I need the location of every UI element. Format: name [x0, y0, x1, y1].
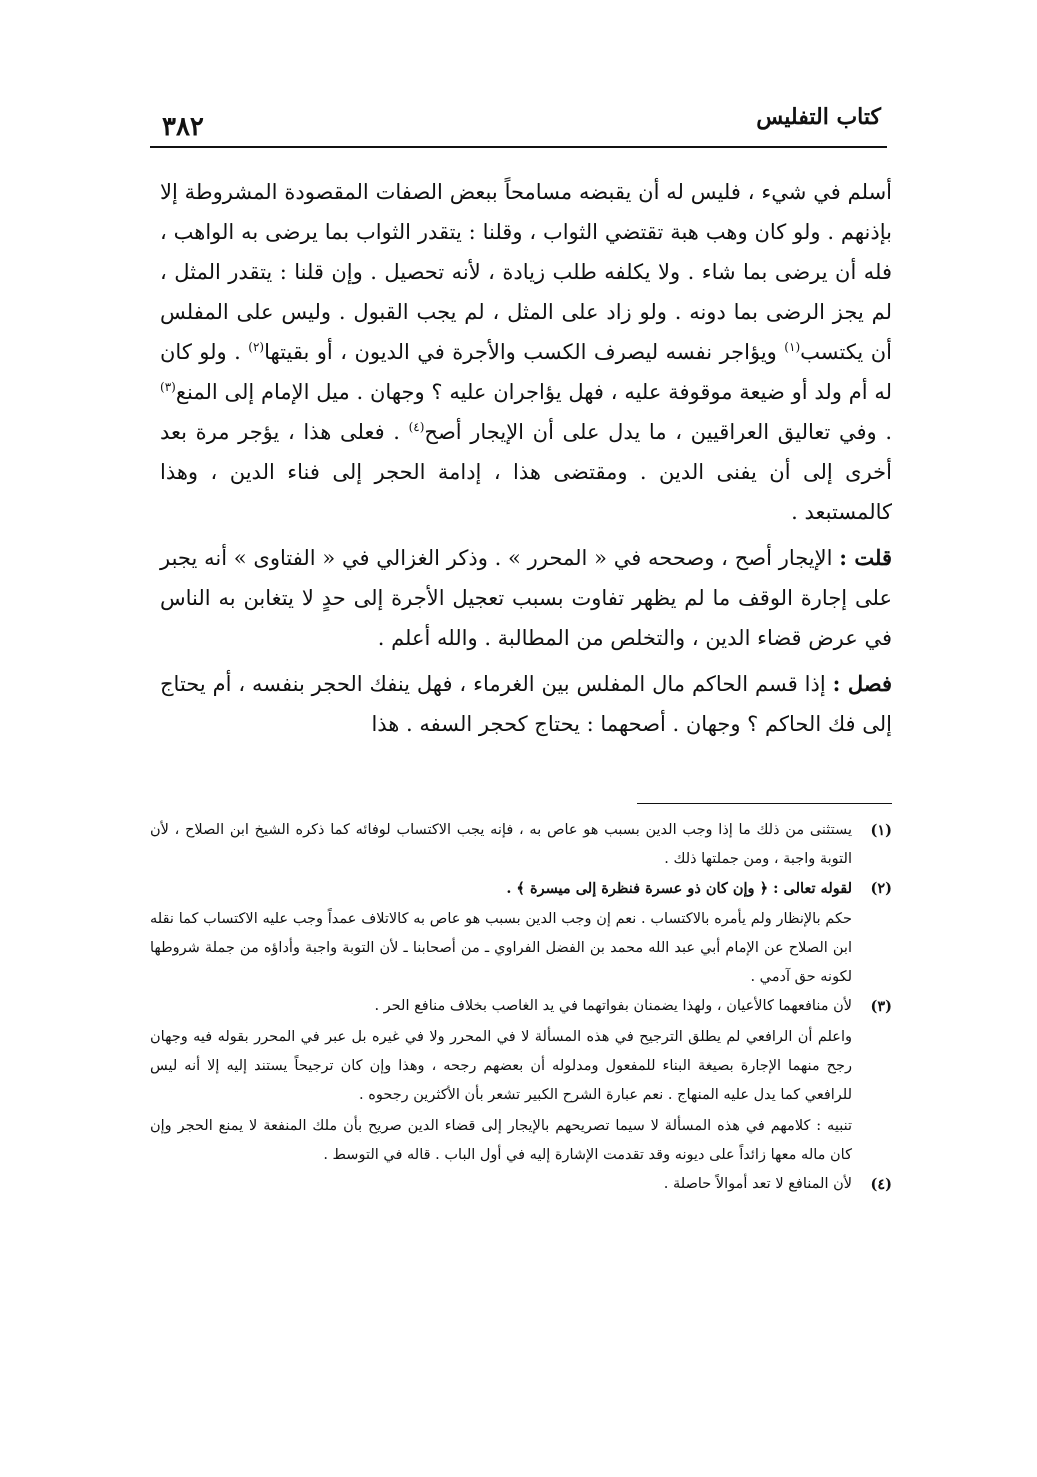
footnote-number: (٣): [870, 998, 892, 1015]
footnote-4: [150, 1170, 892, 1199]
footnote-text: حكم بالإنظار ولم يأمره بالاكتساب . نعم إن وجب الدين بسبب هو عاص به كالاتلاف عمداً وجب عليه الاكتساب كما نقله ابن الصلاح عن الإمام أبي عبد الله محمد بن الفضل الفراوي ـ من أصحابنا ـ لأن التوبة واجبة وأداؤه من جملة شروطها لكونه حق آدمي .: [150, 911, 852, 985]
footnote-2: [150, 874, 892, 992]
book-title: كتاب التفليس: [756, 104, 881, 130]
footnote-number: (٤): [870, 1176, 892, 1193]
footnote-ref-4: (٤): [408, 420, 425, 434]
paragraph-1-text-b: ويؤاجر نفسه ليصرف الكسب والأجرة في الديون ، أو بقيتها: [264, 340, 785, 364]
paragraph-1-text-a: أسلم في شيء ، فليس له أن يقبضه مسامحاً ببعض الصفات المقصودة المشروطة إلا بإذنهم . ولو كان وهب هبة تقتضي الثواب ، وقلنا : يتقدر الثواب بما يرضى به الواهب ، فله أن يرضى بما شاء . ولا يكلفه طلب زيادة ، لأنه تحصيل . وإن قلنا : يتقدر المثل ، لم يجز الرضى بما دونه . ولو زاد على المثل ، لم يجب القبول . وليس على المفلس أن يكتسب: [160, 180, 892, 364]
footnote-text: واعلم أن الرافعي لم يطلق الترجيح في هذه المسألة لا في المحرر ولا في غيره بل عبر في المحرر بقوله فيه وجهان رجح منهما الإجارة بصيغة البناء للمفعول ومدلوله أن بعضهم رجحه ، وهذا وإن كان ترجيحاً يستند إليه إلا أنه ليس للرافعي كما يدل عليه المنهاج . نعم عبارة الشرح الكبير تشعر بأن الأكثرين رجحوه .: [150, 1029, 852, 1103]
footnote-divider: [637, 803, 892, 804]
section-heading-fasl: فصل :: [832, 671, 892, 696]
paragraph-3-text: إذا قسم الحاكم مال المفلس بين الغرماء ، فهل ينفك الحجر بنفسه ، أم يحتاج إلى فك الحاكم ؟ وجهان . أصحهما : يحتاج كحجر السفه . هذا: [160, 672, 892, 736]
paragraph-2-lead: قلت :: [839, 545, 892, 570]
footnote-ref-3: (٣): [160, 380, 176, 394]
paragraph-1-text-e: . فعلى هذا ، يؤجر مرة بعد أخرى إلى أن يفنى الدين . ومقتضى هذا ، إدامة الحجر إلى فناء الدين ، وهذا كالمستبعد .: [160, 420, 892, 524]
main-text: [160, 172, 892, 750]
page-header: [150, 98, 887, 148]
page-number: ٣٨٢: [162, 112, 204, 142]
footnote-text: تنبيه : كلامهم في هذه المسألة لا سيما تصريحهم بالإيجار إلى قضاء الدين صريح بأن ملك المنفعة لا يمنع الحجر وإن كان ماله معها زائداً على ديونه وقد تقدمت الإشارة إليه في أول الباب . قاله في التوسط .: [150, 1118, 852, 1163]
footnote-ref-1: (١): [784, 340, 801, 354]
footnote-text: لقوله تعالى : ﴿ وإن كان ذو عسرة فنظرة إلى ميسرة ﴾ .: [506, 880, 852, 897]
paragraph-1-text-d: . وفي تعاليق العراقيين ، ما يدل على أن الإيجار أصح: [424, 420, 893, 444]
footnote-number: (٢): [870, 880, 892, 897]
footnote-3: [150, 992, 892, 1170]
paragraph-3: [160, 664, 892, 744]
footnote-number: (١): [870, 822, 892, 839]
paragraph-1-text-c: . ولو كان له أم ولد أو ضيعة موقوفة عليه ، فهل يؤاجران عليه ؟ وجهان . ميل الإمام إلى المنع: [160, 340, 892, 404]
footnote-text: لأن منافعهما كالأعيان ، ولهذا يضمنان بفواتهما في يد الغاصب بخلاف منافع الحر .: [374, 998, 852, 1014]
footnote-1: [150, 816, 892, 874]
paragraph-2: [160, 538, 892, 658]
footnote-ref-2: (٢): [248, 340, 265, 354]
footnote-text: يستثنى من ذلك ما إذا وجب الدين بسبب هو عاص به ، فإنه يجب الاكتساب لوفائه كما ذكره الشيخ ابن الصلاح ، لأن التوبة واجبة ، ومن جملتها ذلك .: [150, 822, 852, 867]
paragraph-2-text: الإيجار أصح ، وصححه في « المحرر » . وذكر الغزالي في « الفتاوى » أنه يجبر على إجارة الوقف ما لم يظهر تفاوت بسبب تعجيل الأجرة إلى حدٍ لا يتغابن به الناس في عرض قضاء الدين ، والتخلص من المطالبة . والله أعلم .: [160, 546, 892, 650]
footnote-text: لأن المنافع لا تعد أموالاً حاصلة .: [663, 1176, 852, 1192]
paragraph-1: [160, 172, 892, 532]
footnotes: [150, 816, 892, 1199]
